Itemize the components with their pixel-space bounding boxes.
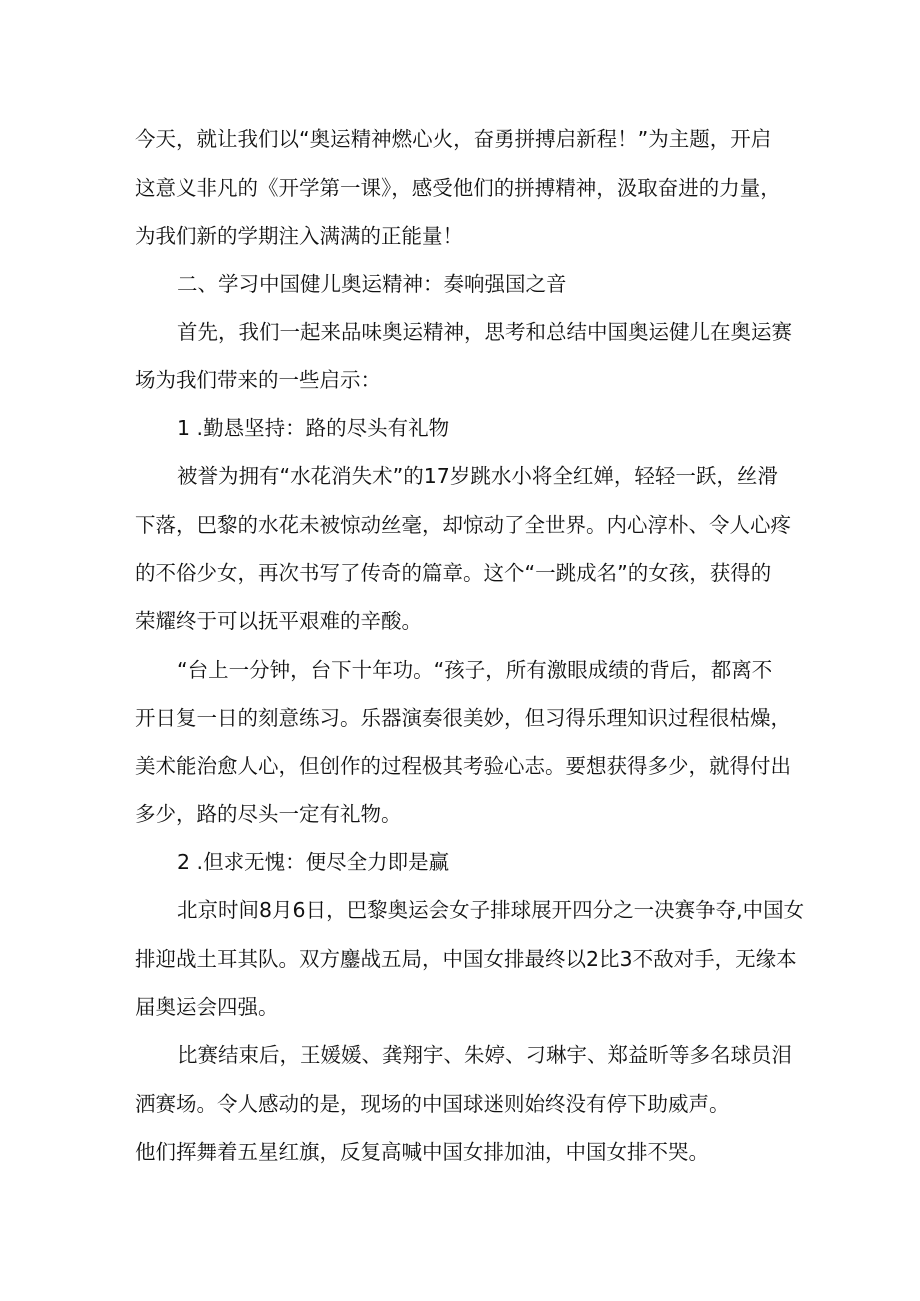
text-line: 荣耀终于可以抚平艰难的辛酸。 (135, 609, 422, 633)
paragraph-first-line: 被誉为拥有“水花消失术”的17岁跳水小将全红婵，轻轻一跃，丝滑 (177, 464, 778, 488)
text-line: 洒赛场。令人感动的是，现场的中国球迷则始终没有停下助威声。 (135, 1092, 730, 1116)
text-line: 的不俗少女，再次书写了传奇的篇章。这个“一跳成名”的女孩，获得的 (135, 561, 772, 585)
text-line: 届奥运会四强。 (135, 995, 279, 1019)
text-line: 这意义非凡的《开学第一课》，感受他们的拼搏精神，汲取奋进的力量， (135, 176, 781, 200)
paragraph-first-line: “台上一分钟，台下十年功。“孩子，所有激眼成绩的背后，都离不 (177, 658, 773, 682)
subsection-heading: 2 .但求无愧：便尽全力即是赢 (177, 850, 450, 874)
text-line: 多少，路的尽头一定有礼物。 (135, 802, 402, 826)
text-line: 开日复一日的刻意练习。乐器演奏很美妙，但习得乐理知识过程很枯燥， (135, 706, 791, 730)
subsection-heading: 1 .勤恳坚持：路的尽头有礼物 (177, 416, 450, 440)
text-line: 下落，巴黎的水花未被惊动丝毫，却惊动了全世界。内心淳朴、令人心疼 (135, 513, 791, 537)
text-line: 为我们新的学期注入满满的正能量！ (135, 224, 463, 248)
section-heading: 二、学习中国健儿奥运精神：奏响强国之音 (177, 272, 567, 296)
text-line: 排迎战土耳其队。双方鏖战五局，中国女排最终以2比3不敌对手，无缘本 (135, 947, 797, 971)
text-line: 他们挥舞着五星红旗，反复高喊中国女排加油，中国女排不哭。 (135, 1140, 709, 1164)
paragraph-first-line: 北京时间8月6日，巴黎奥运会女子排球展开四分之一决赛争夺,中国女 (177, 898, 805, 922)
paragraph-first-line: 首先，我们一起来品味奥运精神，思考和总结中国奥运健儿在奥运赛 (177, 320, 792, 344)
text-line: 今天，就让我们以“奥运精神燃心火，奋勇拼搏启新程！”为主题，开启 (135, 127, 772, 151)
text-line: 美术能治愈人心，但创作的过程极其考验心志。要想获得多少，就得付出 (135, 754, 791, 778)
text-line: 场为我们带来的一些启示： (135, 368, 381, 392)
paragraph-first-line: 比赛结束后，王媛媛、龚翔宇、朱婷、刁琳宇、郑益昕等多名球员泪 (177, 1043, 792, 1067)
